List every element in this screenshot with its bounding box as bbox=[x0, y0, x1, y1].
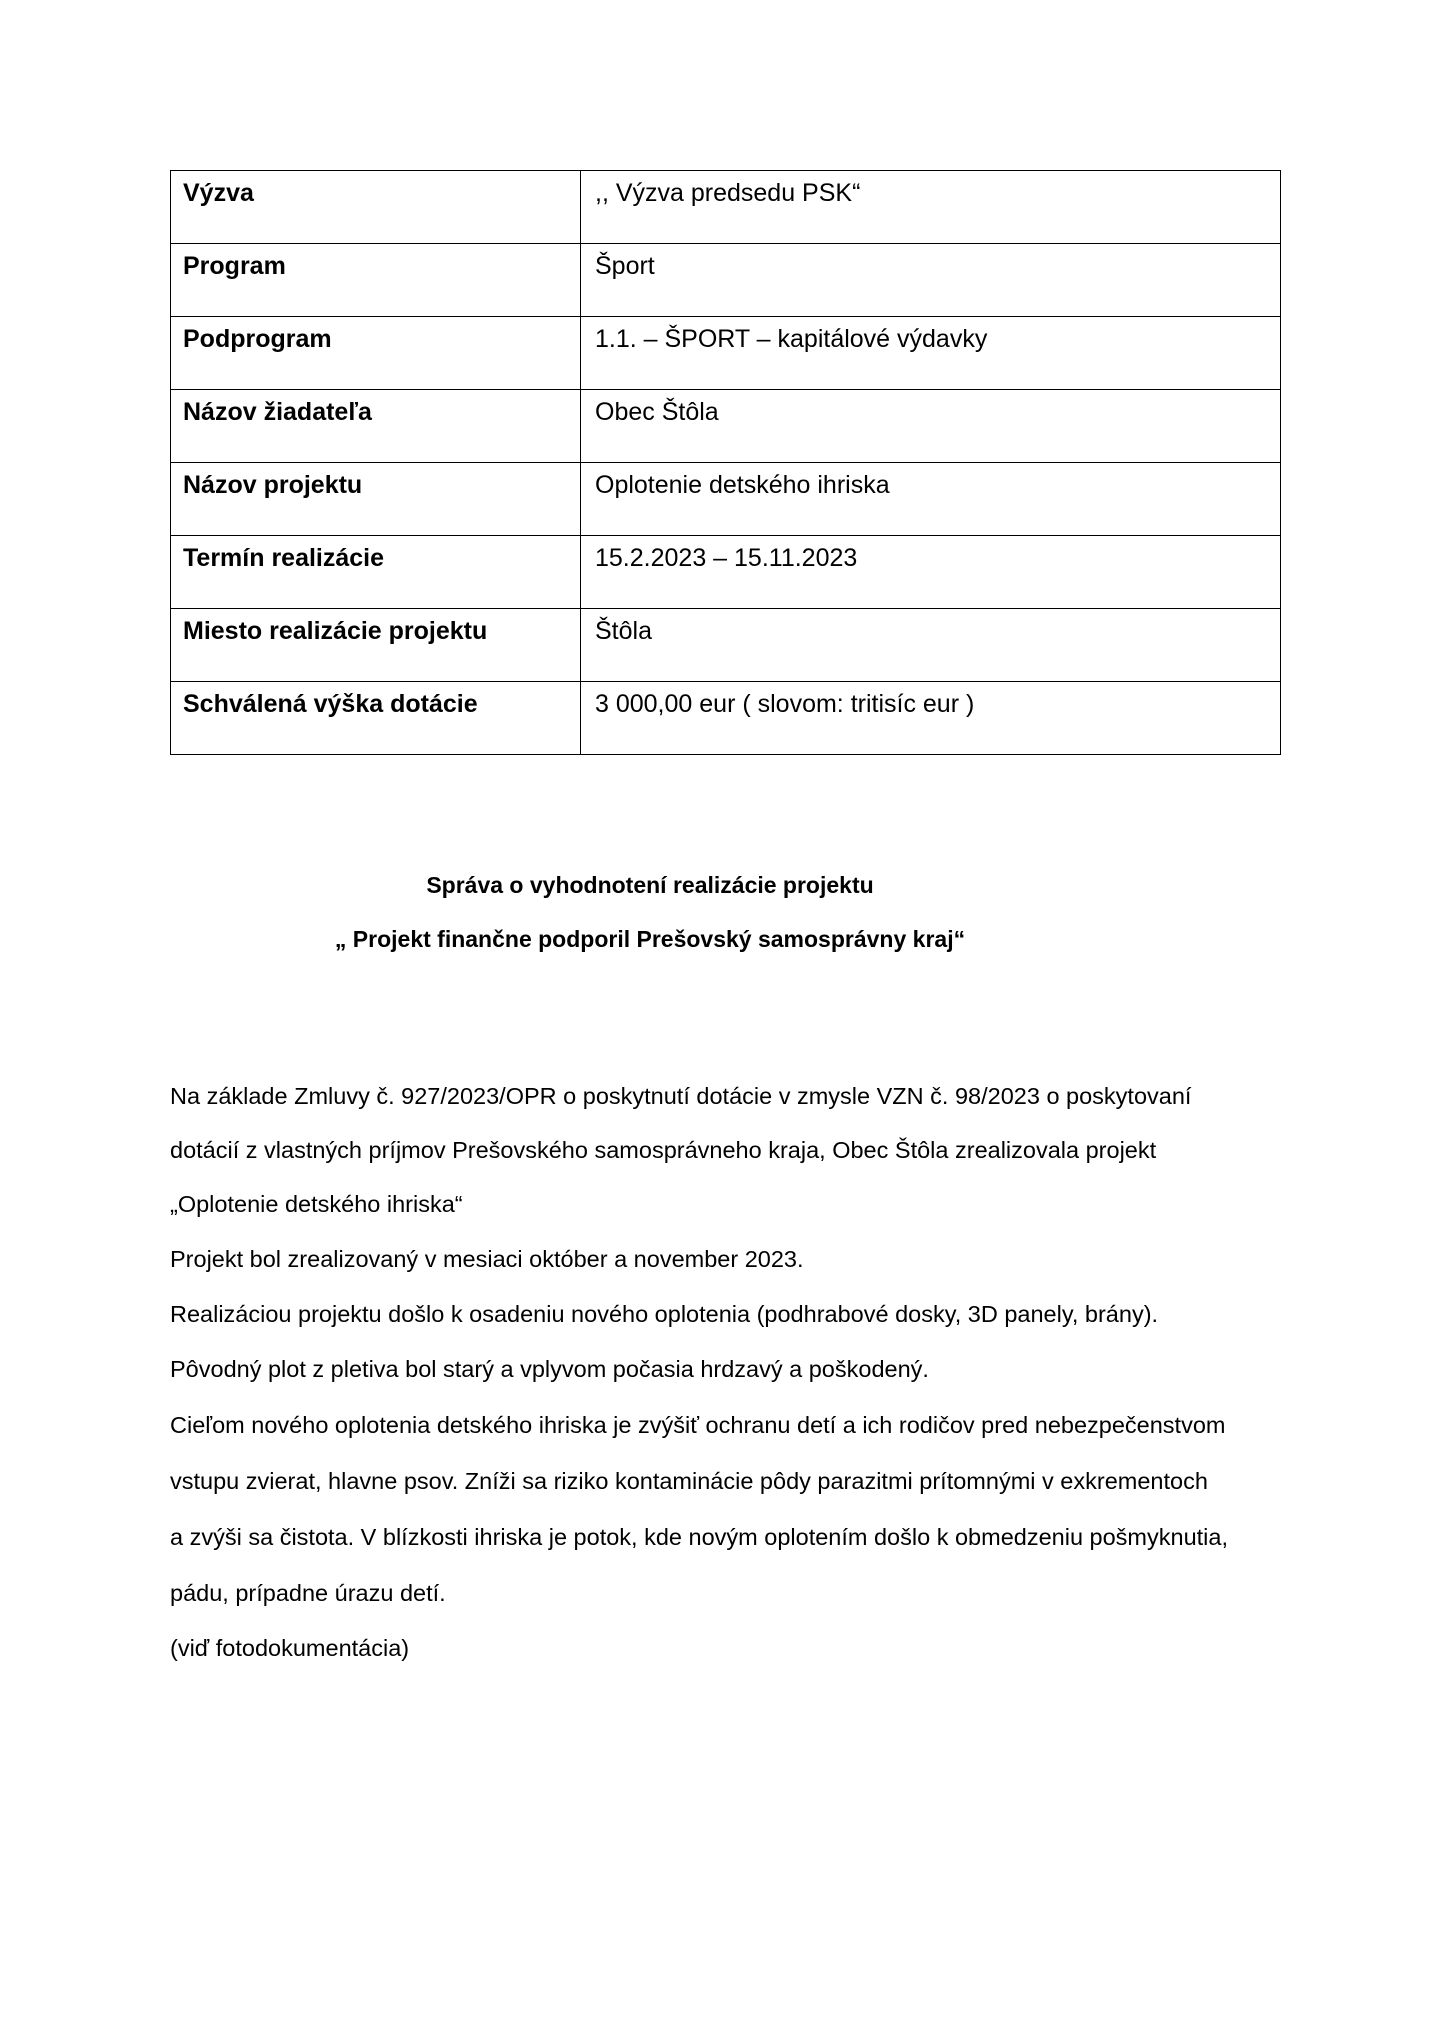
row-label-applicant: Názov žiadateľa bbox=[171, 390, 581, 463]
row-label-vyzva: Výzva bbox=[171, 171, 581, 244]
row-label-podprogram: Podprogram bbox=[171, 317, 581, 390]
table-row bbox=[171, 317, 1281, 390]
row-label-program: Program bbox=[171, 244, 581, 317]
body-line: a zvýši sa čistota. V blízkosti ihriska je potok, kde novým oplotením došlo k obmedzeniu pošmyknutia, bbox=[170, 1524, 1228, 1550]
table-row bbox=[171, 171, 1281, 244]
table-row bbox=[171, 244, 1281, 317]
row-value-podprogram: 1.1. – ŠPORT – kapitálové výdavky bbox=[581, 317, 1281, 390]
row-value-location: Štôla bbox=[581, 609, 1281, 682]
row-value-program: Šport bbox=[581, 244, 1281, 317]
row-value-project-name: Oplotenie detského ihriska bbox=[581, 463, 1281, 536]
row-label-term: Termín realizácie bbox=[171, 536, 581, 609]
row-label-location: Miesto realizácie projektu bbox=[171, 609, 581, 682]
report-subtitle: „ Projekt finančne podporil Prešovský samosprávny kraj“ bbox=[334, 926, 966, 952]
body-line: Na základe Zmluvy č. 927/2023/OPR o poskytnutí dotácie v zmysle VZN č. 98/2023 o poskytovaní bbox=[170, 1083, 1192, 1109]
table-row bbox=[171, 609, 1281, 682]
body-line: Realizáciou projektu došlo k osadeniu nového oplotenia (podhrabové dosky, 3D panely, brány). bbox=[170, 1301, 1159, 1327]
body-line: Pôvodný plot z pletiva bol starý a vplyvom počasia hrdzavý a poškodený. bbox=[170, 1356, 929, 1382]
row-value-term: 15.2.2023 – 15.11.2023 bbox=[581, 536, 1281, 609]
body-line: „Oplotenie detského ihriska“ bbox=[170, 1191, 463, 1217]
row-value-amount: 3 000,00 eur ( slovom: tritisíc eur ) bbox=[581, 682, 1281, 755]
body-line: dotácií z vlastných príjmov Prešovského samosprávneho kraja, Obec Štôla zrealizovala projekt bbox=[170, 1137, 1157, 1163]
body-line: Projekt bol zrealizovaný v mesiaci október a november 2023. bbox=[170, 1246, 804, 1272]
body-line: (viď fotodokumentácia) bbox=[170, 1635, 410, 1661]
table-row bbox=[171, 390, 1281, 463]
table-row bbox=[171, 682, 1281, 755]
row-label-project-name: Názov projektu bbox=[171, 463, 581, 536]
table-row bbox=[171, 463, 1281, 536]
report-title: Správa o vyhodnotení realizácie projektu bbox=[426, 872, 874, 898]
body-line: pádu, prípadne úrazu detí. bbox=[170, 1580, 446, 1606]
body-line: Cieľom nového oplotenia detského ihriska je zvýšiť ochranu detí a ich rodičov pred nebezpečenstvom bbox=[170, 1412, 1226, 1438]
body-line: vstupu zvierat, hlavne psov. Zníži sa riziko kontaminácie pôdy parazitmi prítomnými v exkrementoch bbox=[170, 1468, 1208, 1494]
table-row bbox=[171, 536, 1281, 609]
row-label-amount: Schválená výška dotácie bbox=[171, 682, 581, 755]
project-info-table bbox=[170, 170, 1281, 755]
row-value-vyzva: ,, Výzva predsedu PSK“ bbox=[581, 171, 1281, 244]
row-value-applicant: Obec Štôla bbox=[581, 390, 1281, 463]
